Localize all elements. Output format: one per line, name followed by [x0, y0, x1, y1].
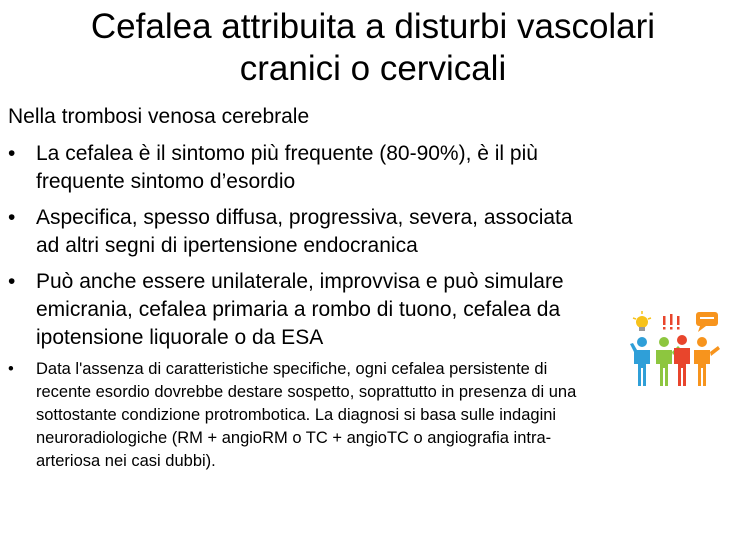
person-icon — [630, 337, 650, 386]
lightbulb-icon — [633, 311, 651, 331]
bullet-marker: • — [8, 360, 14, 378]
bullet-item-small — [0, 358, 600, 473]
person-icon — [694, 337, 720, 386]
bullet-marker: • — [8, 206, 16, 229]
bullet-text: La cefalea è il sintomo più frequente (80-90%), è il più frequente sintomo d’esordio — [36, 142, 538, 193]
speech-bubble-icon — [696, 312, 718, 332]
bullet-text: Data l'assenza di caratteristiche specifiche, ogni cefalea persistente di recente esordio dovrebbe destare sospetto, soprattutto in presenza di una sottostante condizione protrombotica. La diagnosi si basa sulle indagini neuroradiologiche (RM + angioRM o TC + angioTC o angiografia intra-arteriosa nei casi dubbi). — [36, 360, 577, 470]
person-icon — [674, 335, 690, 386]
people-ideas-icon — [630, 308, 722, 388]
bullet-list — [0, 140, 600, 481]
bullet-item — [0, 268, 600, 352]
bullet-marker: • — [8, 270, 16, 293]
title-line-1: Cefalea attribuita a disturbi vascolari — [90, 7, 656, 46]
bullet-marker: • — [8, 142, 16, 165]
bullet-item — [0, 140, 600, 196]
bullet-text: Può anche essere unilaterale, improvvisa e può simulare emicrania, cefalea primaria a rombo di tuono, cefalea da ipotensione liquorale o da ESA — [36, 270, 564, 349]
bullet-text: Aspecifica, spesso diffusa, progressiva, severa, associata ad altri segni di ipertensione endocranica — [36, 206, 573, 257]
bullet-item — [0, 204, 600, 260]
section-subtitle: Nella trombosi venosa cerebrale — [8, 105, 310, 128]
title-line-2: cranici o cervicali — [239, 49, 507, 88]
exclamation-icon — [663, 314, 680, 330]
page-title — [0, 6, 746, 90]
